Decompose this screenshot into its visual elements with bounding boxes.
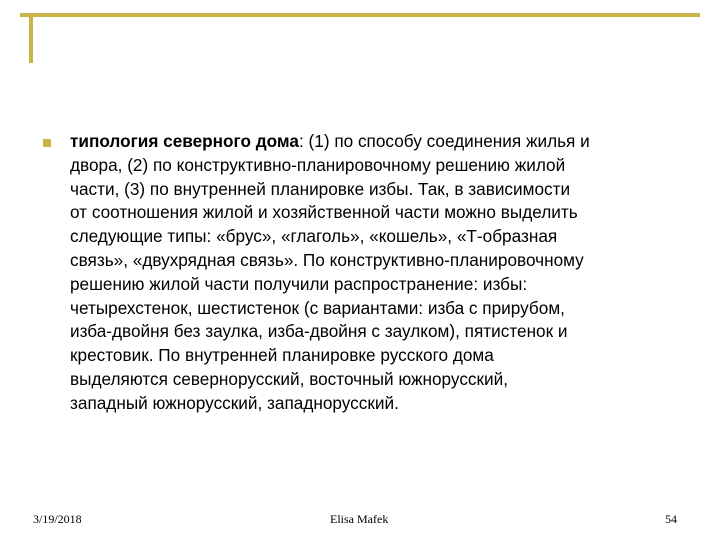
text-line-12: западный южнорусский, западнорусский. xyxy=(70,392,399,413)
text-line-10: крестовик. По внутренней планировке русского дома xyxy=(70,345,494,366)
bullet-icon xyxy=(43,139,51,147)
text-line-8: четырехстенок, шестистенок (с вариантами: изба с прирубом, xyxy=(70,297,565,318)
footer-page-number: 54 xyxy=(665,512,677,526)
text-line-2: двора, (2) по конструктивно-планировочному решению жилой xyxy=(70,154,566,175)
text-line-4: от соотношения жилой и хозяйственной части можно выделить xyxy=(70,202,578,223)
footer-date: 3/19/2018 xyxy=(33,512,82,526)
bold-lead-term: типология северного дома xyxy=(70,131,299,151)
text-line-3: части, (3) по внутренней планировке избы. Так, в зависимости xyxy=(70,178,571,199)
footer-author: Elisa Mafek xyxy=(330,512,389,526)
text-line-11: выделяются севернорусский, восточный южнорусский, xyxy=(70,368,509,389)
decorative-vertical-rule xyxy=(29,13,33,63)
text-line-9: изба-двойня без заулка, изба-двойня с заулком), пятистенок и xyxy=(70,321,568,342)
decorative-horizontal-rule xyxy=(20,13,700,17)
text-line-5: следующие типы: «брус», «глаголь», «кошель», «Т-образная xyxy=(70,226,558,247)
slide-body-text xyxy=(70,130,690,416)
text-line-7: решению жилой части получили распространение: избы: xyxy=(70,273,528,294)
text-line-1: : (1) по способу соединения жилья и xyxy=(298,131,590,151)
text-line-6: связь», «двухрядная связь». По конструктивно-планировочному xyxy=(70,249,584,270)
